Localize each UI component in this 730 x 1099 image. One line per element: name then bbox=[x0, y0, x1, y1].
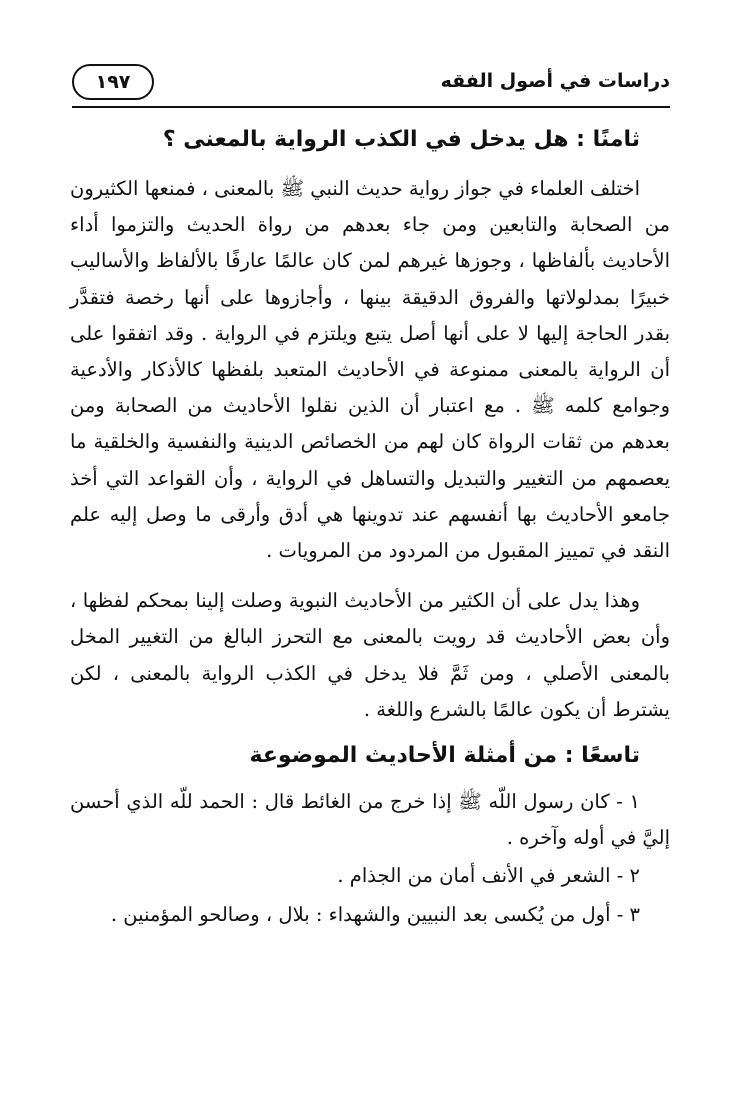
running-header-title: دراسات في أصول الفقه bbox=[440, 70, 670, 92]
header-rule bbox=[72, 106, 670, 108]
section-heading-8: ثامنًا : هل يدخل في الكذب الرواية بالمعنى ؟ bbox=[162, 127, 640, 152]
body-paragraph-2: وهذا يدل على أن الكثير من الأحاديث النبوية وصلت إلينا بمحكم لفظها ، وأن بعض الأحاديث قد رويت بالمعنى مع التحرز البالغ من التغيير المخل بالمعنى الأصلي ، ومن ثَمَّ فلا يدخل في الكذب الرواية بالمعنى ، لكن يشترط أن يكون عالمًا بالشرع واللغة . bbox=[70, 589, 670, 721]
page-number: ١٩٧ bbox=[72, 64, 154, 100]
list-item: ٢ - الشعر في الأنف أمان من الجذام . bbox=[337, 864, 640, 888]
section-heading-9: تاسعًا : من أمثلة الأحاديث الموضوعة bbox=[249, 743, 640, 769]
list-item: ٣ - أول من يُكسى بعد النبيين والشهداء : بلال ، وصالحو المؤمنين . bbox=[110, 902, 640, 926]
body-paragraph-1: اختلف العلماء في جواز رواية حديث النبي ﷺ بالمعنى ، فمنعها الكثيرون من الصحابة والتابعين ومن جاء بعدهم من رواة الحديث والتزموا أداء الأحاديث بألفاظها ، وجوزها غيرهم لمن كان عالمًا عارفًا بالألفاظ والأساليب خبيرًا بمدلولاتها والفروق الدقيقة بينها ، وأجازوها على أنها رخصة فتقدَّر بقدر الحاجة إليها لا على أنها أصل يتبع ويلتزم في الرواية . وقد اتفقوا على أن الرواية بالمعنى ممنوعة في الأحاديث المتعبد بلفظها كالأذكار والأدعية وجوامع كلمه ﷺ . مع اعتبار أن الذين نقلوا الأحاديث من الصحابة ومن بعدهم من ثقات الرواة كان لهم من الخصائص الدينية والنفسية والخلقية ما يعصمهم من التغيير والتبديل والتساهل في الرواية ، وأن القواعد التي أخذ جامعو الأحاديث بها أنفسهم عند تدوينها هي أدق وأرقى ما وصل إليه علم النقد في تمييز المقبول من المردود من المرويات . bbox=[70, 177, 670, 563]
list-item: ١ - كان رسول اللّه ﷺ إذا خرج من الغائط قال : الحمد للّه الذي أحسن إليَّ في أوله وآخره . bbox=[70, 790, 670, 850]
running-header bbox=[72, 64, 670, 108]
page-body bbox=[70, 118, 670, 933]
